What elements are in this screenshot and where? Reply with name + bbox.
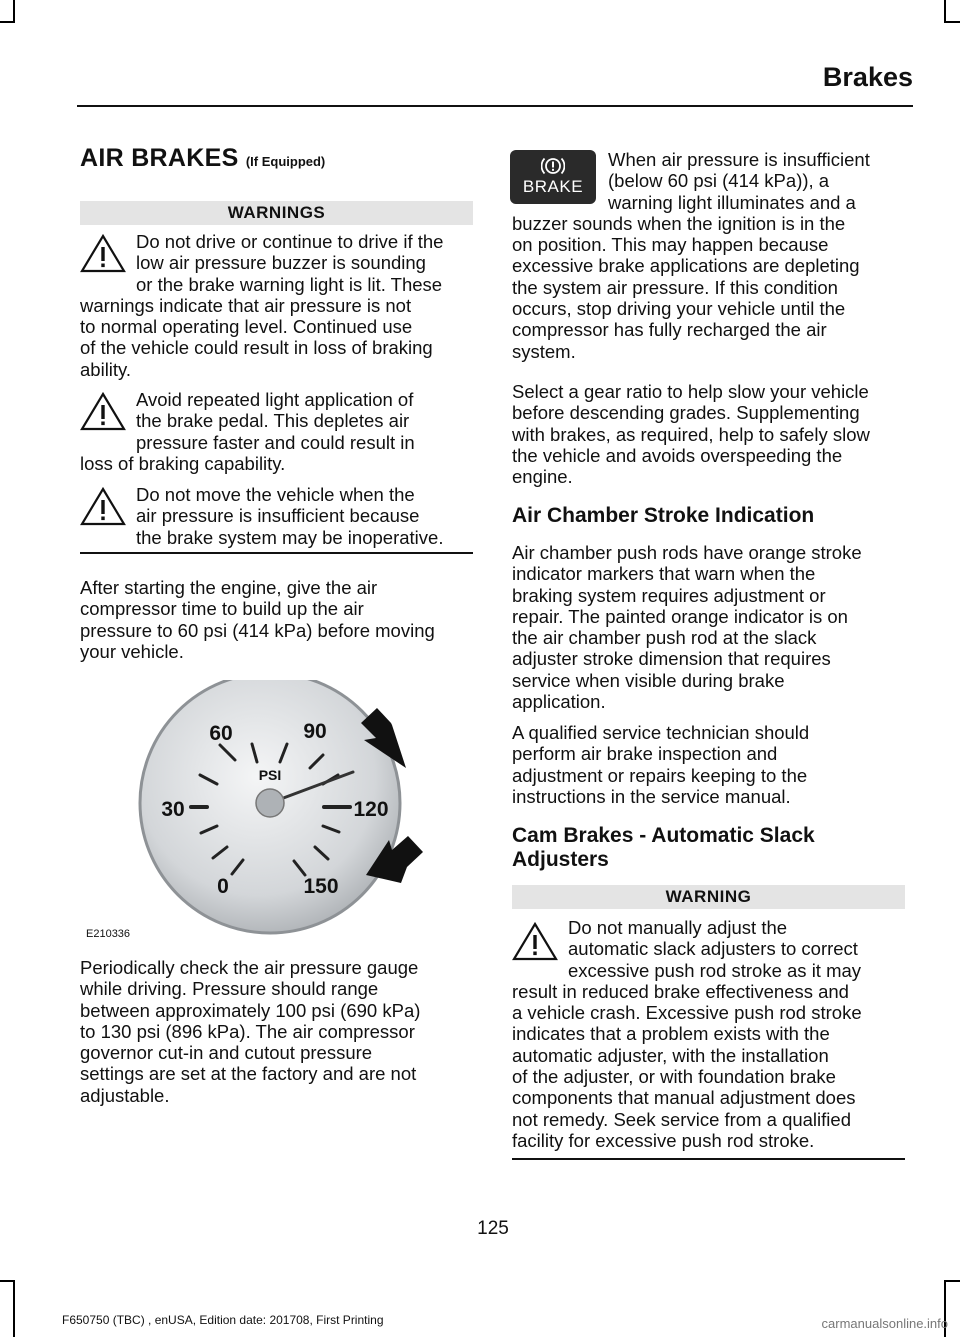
text-line: governor cut-in and cutout pressure	[80, 1042, 373, 1064]
paragraph	[80, 957, 480, 1106]
text-line: the brake pedal. This depletes air	[136, 410, 410, 432]
text-line: pressure to 60 psi (414 kPa) before moving	[80, 619, 435, 641]
text-line: components that manual adjustment does	[512, 1087, 856, 1109]
air-pressure-gauge-figure	[80, 680, 480, 942]
subsection-heading	[512, 824, 815, 872]
text-line: the brake system may be inoperative.	[136, 526, 444, 548]
text-line: low air pressure buzzer is sounding	[136, 252, 426, 274]
brake-icon-label: BRAKE	[522, 177, 584, 196]
text-line: adjustment or repairs keeping to the	[512, 764, 808, 786]
text-line: with brakes, as required, help to safely slow	[512, 423, 870, 445]
crop-mark	[944, 1280, 960, 1282]
text-line: indicates that a problem exists with the	[512, 1023, 830, 1045]
text-line: indicator markers that warn when the	[512, 563, 816, 585]
warning-text	[512, 917, 912, 1151]
heading-line: Adjusters	[512, 848, 609, 871]
crop-mark	[13, 0, 15, 22]
warnings-end-rule	[80, 552, 473, 554]
text-line: to normal operating level. Continued use	[80, 316, 413, 338]
text-line: instructions in the service manual.	[512, 785, 791, 807]
text-line: braking system requires adjustment or	[512, 584, 826, 606]
text-line: Select a gear ratio to help slow your vehicle	[512, 381, 869, 402]
text-line: to 130 psi (896 kPa). The air compressor	[80, 1020, 415, 1042]
text-line: Periodically check the air pressure gauge	[80, 957, 419, 978]
text-line: perform air brake inspection and	[512, 743, 778, 765]
warning-end-rule	[512, 1158, 905, 1160]
watermark: carmanualsonline.info	[821, 1316, 948, 1331]
section-heading	[80, 144, 325, 173]
text-line: service when visible during brake	[512, 669, 785, 691]
text-line: adjustable.	[80, 1084, 170, 1106]
paragraph	[80, 577, 480, 662]
crop-mark	[0, 21, 15, 23]
text-line: pressure faster and could result in	[136, 431, 415, 453]
crop-mark	[944, 21, 960, 23]
text-line: the system air pressure. If this condition	[512, 276, 838, 298]
crop-mark	[0, 1280, 15, 1282]
text-line: facility for excessive push rod stroke.	[512, 1129, 815, 1151]
warnings-banner: WARNINGS	[80, 201, 473, 225]
text-line: After starting the engine, give the air	[80, 577, 378, 598]
gauge-unit: PSI	[258, 767, 282, 783]
text-line: When air pressure is insufficient	[608, 149, 870, 170]
text-line: Do not manually adjust the	[568, 917, 788, 938]
text-line: adjuster stroke dimension that requires	[512, 648, 831, 670]
figure-id: E210336	[86, 928, 131, 940]
warning-text-1	[80, 231, 480, 380]
text-line: compressor has fully recharged the air	[512, 319, 827, 341]
text-line: buzzer sounds when the ignition is in the	[512, 212, 846, 234]
text-line: Do not move the vehicle when the	[136, 484, 415, 505]
text-line: excessive push rod stroke as it may	[568, 959, 862, 981]
text-line: compressor time to build up the air	[80, 598, 364, 620]
text-line: result in reduced brake effectiveness and	[512, 980, 849, 1002]
paragraph	[512, 542, 912, 712]
crop-mark	[944, 0, 946, 22]
text-line: air pressure is insufficient because	[136, 505, 420, 527]
gauge-label: 0	[217, 875, 229, 898]
text-line: application.	[512, 691, 606, 713]
text-line: not remedy. Seek service from a qualified	[512, 1108, 851, 1130]
text-line: while driving. Pressure should range	[80, 978, 379, 1000]
text-line: excessive brake applications are depleting	[512, 255, 860, 277]
gauge-label: 60	[209, 722, 233, 745]
gauge-label: 120	[353, 798, 389, 821]
section-heading-note: (If Equipped)	[245, 154, 326, 169]
heading-line: Cam Brakes - Automatic Slack	[512, 824, 815, 847]
text-line: on position. This may happen because	[512, 234, 829, 256]
header-rule	[77, 105, 913, 107]
gauge-label: 150	[303, 875, 339, 898]
text-line: occurs, stop driving your vehicle until the	[512, 298, 846, 320]
text-line: of the adjuster, or with foundation brake	[512, 1066, 836, 1088]
text-line: Air chamber push rods have orange stroke	[512, 542, 862, 563]
text-line: of the vehicle could result in loss of braking	[80, 337, 433, 359]
text-line: loss of braking capability.	[80, 452, 286, 474]
page-title: Brakes	[822, 62, 913, 92]
crop-mark	[13, 1280, 15, 1337]
paragraph	[512, 149, 912, 362]
text-line: a vehicle crash. Excessive push rod stroke	[512, 1002, 862, 1024]
subsection-heading: Air Chamber Stroke Indication	[512, 504, 815, 527]
text-line: the air chamber push rod at the slack	[512, 627, 817, 649]
text-line: warnings indicate that air pressure is not	[80, 294, 412, 316]
text-line: repair. The painted orange indicator is on	[512, 605, 848, 627]
section-heading-text: AIR BRAKES	[80, 144, 239, 172]
gauge-hub	[256, 789, 284, 817]
text-line: engine.	[512, 466, 573, 488]
text-line: automatic slack adjusters to correct	[568, 938, 858, 960]
warning-text-3	[80, 484, 480, 548]
warning-banner: WARNING	[512, 885, 905, 909]
text-line: Do not drive or continue to drive if the	[136, 231, 444, 252]
text-line: (below 60 psi (414 kPa)), a	[608, 170, 830, 192]
gauge-label: 30	[161, 798, 185, 821]
warning-text-2	[80, 389, 480, 474]
gauge-label: 90	[303, 720, 327, 743]
text-line: system.	[512, 340, 576, 362]
text-line: Avoid repeated light application of	[136, 389, 414, 410]
text-line: or the brake warning light is lit. These	[136, 273, 443, 295]
text-line: settings are set at the factory and are not	[80, 1063, 417, 1085]
paragraph	[512, 722, 912, 807]
text-line: automatic adjuster, with the installation	[512, 1044, 829, 1066]
text-line: A qualified service technician should	[512, 722, 810, 743]
text-line: your vehicle.	[80, 640, 184, 662]
text-line: before descending grades. Supplementing	[512, 402, 860, 424]
text-line: ability.	[80, 358, 132, 380]
text-line: warning light illuminates and a	[608, 191, 856, 213]
edition-info: F650750 (TBC) , enUSA, Edition date: 201708, First Printing	[62, 1313, 384, 1327]
paragraph	[512, 381, 912, 487]
text-line: between approximately 100 psi (690 kPa)	[80, 999, 421, 1021]
page-number: 125	[477, 1218, 509, 1239]
text-line: the vehicle and avoids overspeeding the	[512, 444, 843, 466]
